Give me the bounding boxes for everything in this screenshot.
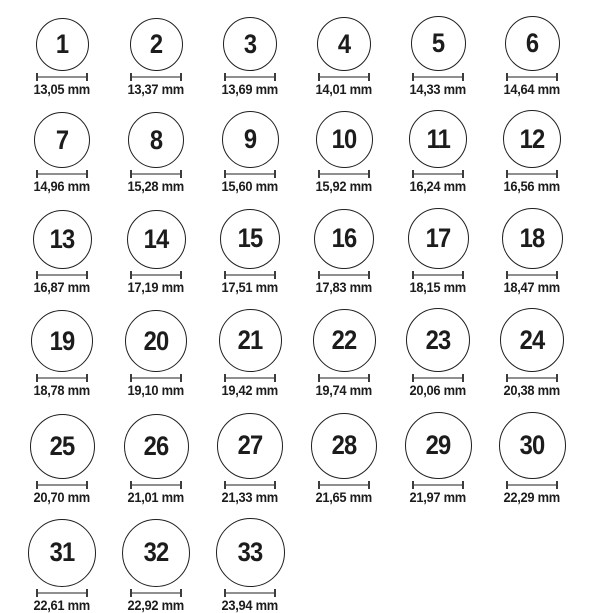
diameter-ruler-icon (130, 589, 182, 597)
diameter-ruler-icon (412, 374, 464, 382)
diameter-ruler-icon (36, 271, 88, 279)
ring-circle (124, 414, 189, 479)
ring-circle (127, 210, 186, 269)
diameter-ruler-icon (318, 481, 370, 489)
diameter-label: 17,83 mm (315, 278, 373, 295)
diameter-label: 13,37 mm (127, 81, 185, 97)
ring-circle (33, 210, 92, 269)
diameter-ruler-icon (412, 481, 464, 489)
diameter-label: 20,38 mm (503, 382, 561, 399)
diameter-label: 21,01 mm (127, 488, 185, 505)
ring-circle (128, 112, 184, 168)
ring-size-cell (109, 18, 203, 97)
ring-size-cell (485, 412, 579, 505)
ring-circle (502, 208, 563, 269)
diameter-ruler-icon (130, 271, 182, 279)
ring-circle (313, 309, 376, 372)
ring-size-cell (297, 17, 391, 97)
ring-size-number: 28 (331, 430, 357, 461)
ring-circle (317, 17, 371, 71)
ring-circle (500, 308, 564, 372)
ring-size-number: 2 (149, 29, 163, 59)
diameter-label: 14,33 mm (409, 81, 467, 97)
ring-size-number: 18 (519, 222, 545, 253)
ring-size-cell (15, 210, 109, 295)
ring-size-number: 26 (143, 430, 169, 461)
diameter-label: 19,74 mm (315, 382, 373, 399)
ring-size-number: 12 (519, 123, 545, 154)
diameter-label: 13,69 mm (221, 81, 279, 97)
ring-circle (408, 208, 469, 269)
ring-size-cell (391, 110, 485, 194)
ring-circle (499, 412, 566, 479)
diameter-label: 22,92 mm (127, 596, 185, 613)
ring-size-number: 32 (143, 537, 169, 568)
ring-size-cell (485, 16, 579, 97)
ring-circle (216, 518, 285, 587)
diameter-label: 22,61 mm (33, 596, 91, 613)
diameter-label: 16,24 mm (409, 178, 467, 195)
ring-size-cell (485, 110, 579, 194)
ring-size-cell (109, 310, 203, 398)
ring-size-cell (109, 112, 203, 194)
diameter-ruler-icon (36, 374, 88, 382)
diameter-label: 18,15 mm (409, 278, 467, 295)
ring-size-number: 19 (49, 325, 75, 356)
ring-size-cell (203, 518, 297, 613)
diameter-label: 19,10 mm (127, 382, 185, 399)
ring-size-number: 25 (49, 430, 75, 461)
ring-size-number: 10 (331, 124, 357, 155)
ring-size-cell (391, 16, 485, 97)
diameter-ruler-icon (506, 374, 558, 382)
ring-size-number: 23 (425, 324, 451, 355)
ring-size-number: 6 (525, 28, 539, 58)
diameter-ruler-icon (506, 271, 558, 279)
diameter-label: 22,29 mm (503, 488, 561, 505)
ring-size-number: 31 (49, 537, 75, 568)
ring-circle (30, 414, 95, 479)
ring-size-number: 33 (237, 536, 263, 567)
ring-size-number: 11 (426, 123, 450, 154)
diameter-ruler-icon (224, 481, 276, 489)
diameter-ruler-icon (130, 73, 182, 81)
ring-size-cell (15, 112, 109, 194)
diameter-ruler-icon (412, 271, 464, 279)
diameter-ruler-icon (506, 73, 558, 81)
ring-size-cell (15, 18, 109, 97)
ring-size-cell (15, 414, 109, 505)
diameter-label: 13,05 mm (33, 81, 91, 97)
diameter-label: 14,96 mm (33, 178, 91, 195)
diameter-ruler-icon (130, 481, 182, 489)
ring-size-number: 4 (337, 28, 351, 59)
diameter-label: 15,28 mm (127, 178, 185, 195)
ring-size-number: 15 (237, 223, 263, 254)
diameter-label: 17,19 mm (127, 278, 185, 295)
ring-circle (314, 209, 374, 269)
ring-size-cell (15, 519, 109, 613)
ring-size-number: 30 (519, 429, 545, 460)
diameter-label: 17,51 mm (221, 278, 279, 295)
diameter-ruler-icon (36, 589, 88, 597)
diameter-label: 21,33 mm (221, 488, 279, 505)
diameter-ruler-icon (506, 481, 558, 489)
ring-circle (405, 412, 472, 479)
ring-size-cell (391, 412, 485, 505)
ring-circle (223, 17, 277, 71)
diameter-ruler-icon (318, 73, 370, 81)
ring-size-cell (297, 209, 391, 295)
ring-circle (409, 110, 467, 168)
ring-size-number: 9 (243, 124, 257, 155)
diameter-label: 16,56 mm (503, 178, 561, 195)
diameter-label: 18,47 mm (503, 278, 561, 295)
ring-size-number: 14 (143, 223, 169, 254)
ring-size-cell (297, 111, 391, 194)
ring-size-cell (203, 111, 297, 194)
diameter-ruler-icon (412, 73, 464, 81)
ring-size-number: 17 (425, 222, 451, 253)
diameter-ruler-icon (36, 481, 88, 489)
ring-circle (316, 111, 373, 168)
ring-size-cell (203, 413, 297, 505)
ring-size-cell (203, 209, 297, 295)
ring-size-cell (109, 519, 203, 613)
diameter-label: 14,01 mm (315, 81, 373, 97)
ring-size-cell (15, 310, 109, 398)
ring-size-number: 21 (237, 325, 263, 356)
ring-circle (220, 209, 280, 269)
diameter-ruler-icon (224, 271, 276, 279)
ring-size-number: 22 (331, 325, 357, 356)
ring-size-cell (485, 308, 579, 398)
ring-size-number: 3 (243, 28, 257, 59)
diameter-ruler-icon (224, 73, 276, 81)
diameter-label: 15,92 mm (315, 178, 373, 195)
ring-circle (36, 18, 89, 71)
diameter-ruler-icon (36, 170, 88, 178)
diameter-ruler-icon (224, 170, 276, 178)
diameter-ruler-icon (318, 374, 370, 382)
ring-circle (311, 413, 377, 479)
diameter-label: 18,78 mm (33, 382, 91, 399)
diameter-ruler-icon (224, 589, 276, 597)
diameter-label: 19,42 mm (221, 382, 279, 399)
diameter-ruler-icon (318, 170, 370, 178)
diameter-label: 14,64 mm (503, 81, 561, 97)
ring-circle (130, 18, 183, 71)
diameter-ruler-icon (130, 170, 182, 178)
ring-circle (122, 519, 190, 587)
diameter-ruler-icon (412, 170, 464, 178)
ring-size-cell (109, 210, 203, 295)
diameter-label: 23,94 mm (221, 596, 279, 613)
ring-circle (125, 310, 187, 372)
ring-circle (31, 310, 93, 372)
ring-size-cell (391, 208, 485, 295)
ring-size-number: 29 (425, 429, 451, 460)
diameter-ruler-icon (130, 374, 182, 382)
ring-size-number: 1 (55, 29, 69, 59)
ring-size-number: 20 (143, 325, 169, 356)
ring-size-cell (297, 309, 391, 398)
ring-circle (222, 111, 279, 168)
ring-size-cell (203, 309, 297, 398)
ring-size-cell (109, 414, 203, 505)
ring-size-number: 8 (149, 124, 163, 155)
ring-size-number: 13 (49, 223, 75, 254)
ring-circle (34, 112, 90, 168)
diameter-ruler-icon (506, 170, 558, 178)
diameter-label: 15,60 mm (221, 178, 279, 195)
ring-size-number: 24 (519, 324, 545, 355)
diameter-label: 21,97 mm (409, 488, 467, 505)
ring-size-cell (485, 208, 579, 295)
ring-circle (503, 110, 561, 168)
ring-size-number: 5 (431, 28, 445, 58)
ring-size-number: 16 (331, 223, 357, 254)
diameter-ruler-icon (36, 73, 88, 81)
diameter-label: 20,70 mm (33, 488, 91, 505)
ring-size-cell (203, 17, 297, 97)
diameter-ruler-icon (224, 374, 276, 382)
diameter-label: 20,06 mm (409, 382, 467, 399)
ring-circle (217, 413, 283, 479)
ring-circle (411, 16, 466, 71)
ring-circle (406, 308, 470, 372)
ring-circle (219, 309, 282, 372)
ring-circle (505, 16, 560, 71)
ring-circle (28, 519, 96, 587)
diameter-ruler-icon (318, 271, 370, 279)
ring-size-cell (391, 308, 485, 398)
diameter-label: 16,87 mm (33, 278, 91, 295)
ring-size-number: 27 (237, 430, 263, 461)
diameter-label: 21,65 mm (315, 488, 373, 505)
ring-size-number: 7 (55, 124, 69, 155)
ring-size-cell (297, 413, 391, 505)
